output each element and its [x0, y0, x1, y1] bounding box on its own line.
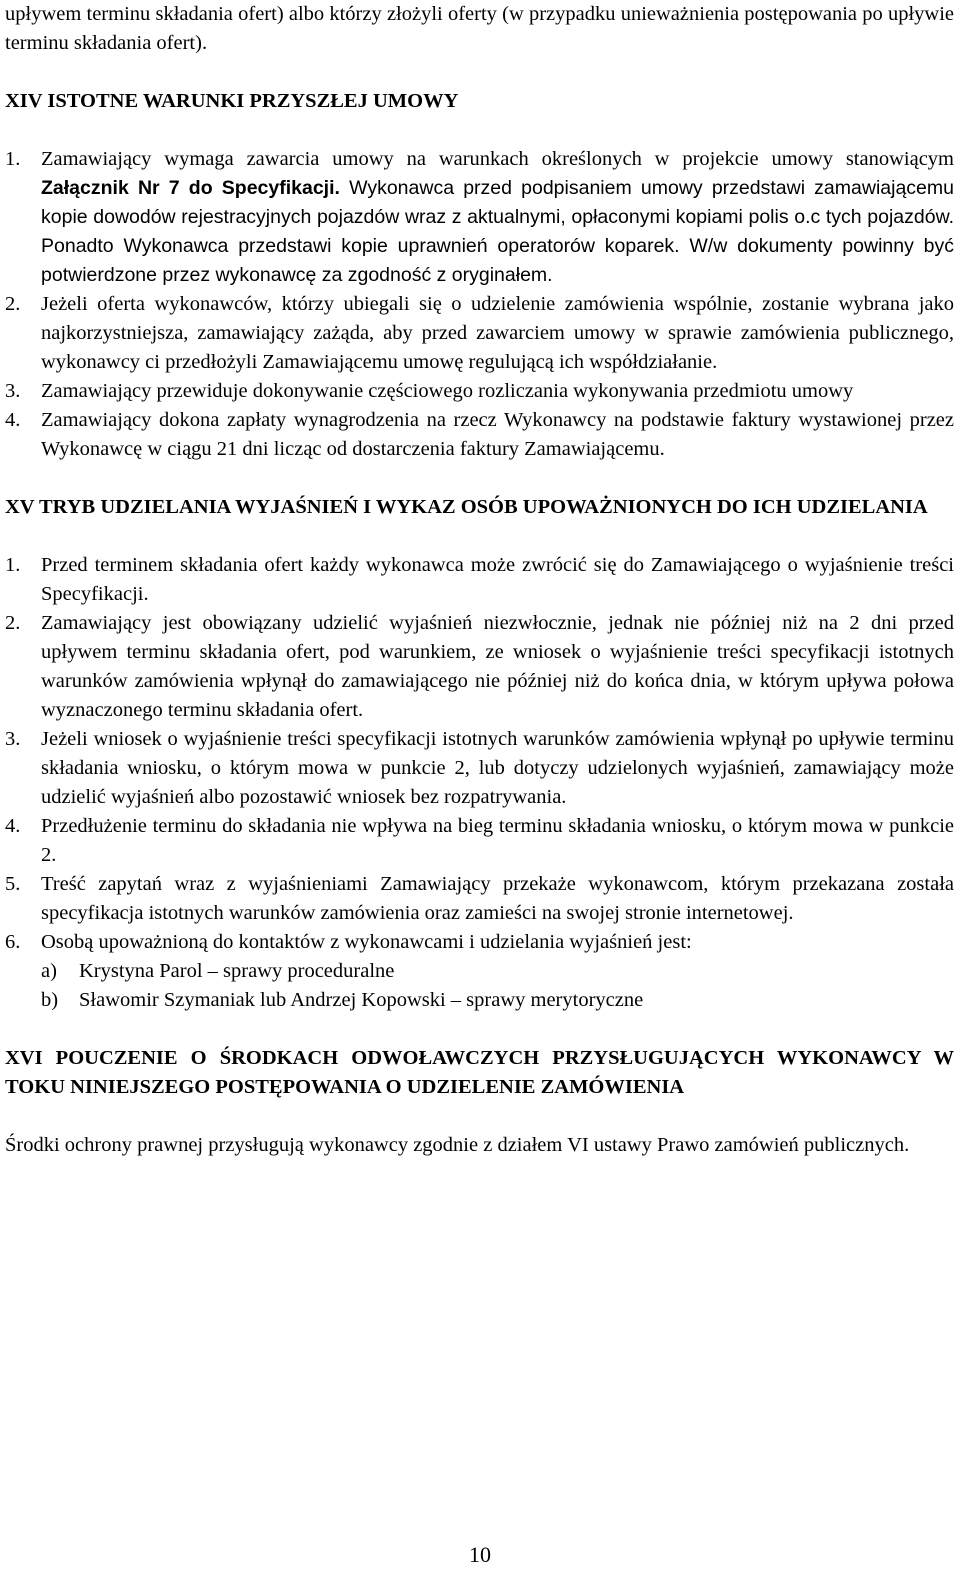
item-number: 6. [5, 931, 21, 953]
item-number: 5. [5, 873, 21, 895]
item-text: Zamawiający dokona zapłaty wynagrodzenia na rzecz Wykonawcy na podstawie faktury wystawionej przez Wykonawcę w ciągu 21 dni licząc od dostarczenia faktury Zamawiającemu. [41, 409, 954, 460]
contact-text: Krystyna Parol – sprawy proceduralne [79, 960, 395, 982]
item-text: Zamawiający przewiduje dokonywanie częściowego rozliczania wykonywania przedmiotu umowy [41, 380, 854, 402]
item-text: Jeżeli wniosek o wyjaśnienie treści specyfikacji istotnych warunków zamówienia wpłynął po upływie terminu składania wniosku, o którym mowa w punkcie 2, lub dotyczy udzielonych wyjaśnień, zamawiający może udzielić wyjaśnień albo pozostawić wniosek bez rozpatrywania. [41, 728, 954, 808]
contact-item-a [5, 957, 954, 986]
section-15-item-1 [5, 551, 954, 609]
section-15-item-2 [5, 609, 954, 725]
contact-item-b [5, 986, 954, 1015]
item-text: Przedłużenie terminu do składania nie wpływa na bieg terminu składania wniosku, o którym mowa w punkcie 2. [41, 815, 954, 866]
section-14-heading: XIV ISTOTNE WARUNKI PRZYSZŁEJ UMOWY [5, 90, 459, 112]
page-number: 10 [469, 1542, 491, 1567]
section-14-item-4 [5, 406, 954, 464]
item-number: 1. [5, 148, 21, 170]
item-text: Treść zapytań wraz z wyjaśnieniami Zamawiający przekaże wykonawcom, którym przekazana została specyfikacja istotnych warunków zamówienia oraz zamieści na swojej stronie internetowej. [41, 873, 954, 924]
section-15-item-4 [5, 812, 954, 870]
document-page [5, 0, 954, 1160]
contact-text: Sławomir Szymaniak lub Andrzej Kopowski – sprawy merytoryczne [79, 989, 644, 1011]
item-text-part: Zamawiający wymaga zawarcia umowy na warunkach określonych w projekcie umowy stanowiącym [41, 148, 954, 170]
contact-label: a) [41, 960, 57, 982]
contact-label: b) [41, 989, 59, 1011]
item-number: 1. [5, 554, 21, 576]
section-15-item-3 [5, 725, 954, 812]
section-14-item-3 [5, 377, 954, 406]
item-text [41, 145, 954, 290]
item-number: 3. [5, 380, 21, 402]
item-text: Osobą upoważnioną do kontaktów z wykonawcami i udzielania wyjaśnień jest: [41, 931, 692, 953]
attachment-reference: Załącznik Nr 7 do Specyfikacji. [41, 177, 340, 199]
section-16-paragraph: Środki ochrony prawnej przysługują wykonawcy zgodnie z działem VI ustawy Prawo zamówień publicznych. [5, 1134, 910, 1156]
item-text: Przed terminem składania ofert każdy wykonawca może zwrócić się do Zamawiającego o wyjaśnienie treści Specyfikacji. [41, 554, 954, 605]
item-number: 2. [5, 293, 21, 315]
item-number: 4. [5, 409, 21, 431]
section-15-item-5 [5, 870, 954, 928]
section-15-item-6 [5, 928, 954, 957]
section-14-item-1 [5, 145, 954, 290]
item-number: 3. [5, 728, 21, 750]
section-16-heading: XVI POUCZENIE O ŚRODKACH ODWOŁAWCZYCH PRZYSŁUGUJĄCYCH WYKONAWCY W TOKU NINIEJSZEGO POSTĘPOWANIA O UDZIELENIE ZAMÓWIENIA [5, 1047, 954, 1098]
item-number: 2. [5, 612, 21, 634]
section-14-item-2 [5, 290, 954, 377]
item-text: Jeżeli oferta wykonawców, którzy ubiegali się o udzielenie zamówienia wspólnie, zostanie wybrana jako najkorzystniejsza, zamawiający zażąda, aby przed zawarciem umowy w sprawie zamówienia publicznego, wykonawcy ci przedłożyli Zamawiającemu umowę regulującą ich współdziałanie. [41, 293, 954, 373]
item-text: Zamawiający jest obowiązany udzielić wyjaśnień niezwłocznie, jednak nie później niż na 2 dni przed upływem terminu składania ofert, pod warunkiem, ze wniosek o wyjaśnienie treści specyfikacji istotnych warunków zamówienia wpłynął do zamawiającego nie później niż do końca dnia, w którym upływa połowa wyznaczonego terminu składania ofert. [41, 612, 954, 721]
item-number: 4. [5, 815, 21, 837]
intro-paragraph: upływem terminu składania ofert) albo którzy złożyli oferty (w przypadku unieważnienia postępowania po upływie terminu składania ofert). [5, 3, 954, 54]
section-15-heading: XV TRYB UDZIELANIA WYJAŚNIEŃ I WYKAZ OSÓB UPOWAŻNIONYCH DO ICH UDZIELANIA [5, 496, 928, 518]
item-text-sans: Wykonawca przed podpisaniem umowy przedstawi zamawiającemu kopie dowodów rejestracyjnych pojazdów wraz z aktualnymi, opłaconymi kopiami polis o.c tych pojazdów. Ponadto Wykonawca przedstawi kopie uprawnień operatorów koparek. W/w dokumenty powinny być potwierdzone przez wykonawcę za zgodność z oryginałem. [41, 177, 954, 286]
